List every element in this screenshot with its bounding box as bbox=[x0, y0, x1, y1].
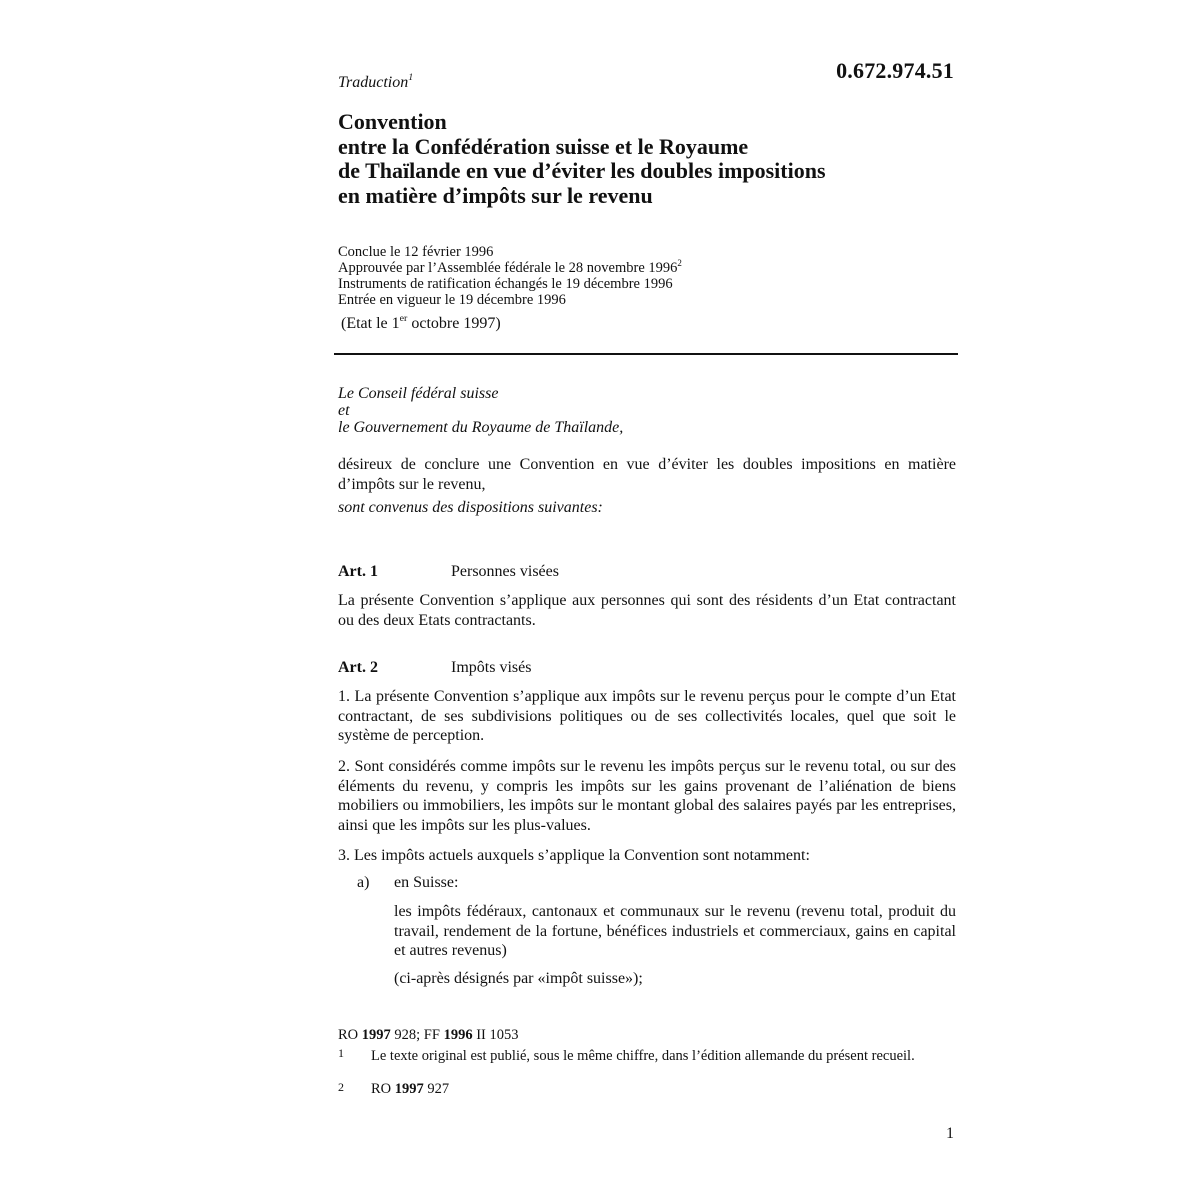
art1-text: La présente Convention s’applique aux personnes qui sont des résidents d’un Etat contractant ou des deux Etats contractants. bbox=[338, 592, 956, 629]
etat-date bbox=[341, 315, 501, 333]
ro-prefix: RO bbox=[338, 1027, 362, 1043]
preamble-parties bbox=[338, 385, 623, 436]
title-line-3: de Thaïlande en vue d’éviter les doubles impositions bbox=[338, 158, 826, 183]
traduction-label bbox=[338, 74, 413, 92]
header-divider bbox=[334, 353, 958, 355]
party-1: Le Conseil fédéral suisse bbox=[338, 385, 499, 402]
fn2-year: 1997 bbox=[394, 1081, 424, 1097]
classification-number: 0.672.974.51 bbox=[836, 58, 954, 83]
title-line-4: en matière d’impôts sur le revenu bbox=[338, 182, 653, 208]
art2-paragraph-1: 1. La présente Convention s’applique aux impôts sur le revenu perçus pour le compte d’un Etat contractant, de ses subdivisions politiques ou de ses collectivités locales, quel que soit le système de perception. bbox=[338, 688, 956, 744]
title-line-1: Convention bbox=[338, 109, 447, 134]
meta-entree: Entrée en vigueur le 19 décembre 1996 bbox=[338, 292, 566, 308]
party-conjunction: et bbox=[338, 402, 350, 419]
art2-number: Art. 2 bbox=[338, 659, 378, 676]
preamble-convenus: sont convenus des dispositions suivantes: bbox=[338, 499, 603, 516]
ff-suffix: II 1053 bbox=[472, 1027, 519, 1043]
ro-suffix: 928; FF bbox=[390, 1027, 444, 1043]
footnote-1-text: Le texte original est publié, sous le même chiffre, dans l’édition allemande du présent recueil. bbox=[371, 1048, 915, 1064]
ff-year: 1996 bbox=[443, 1027, 473, 1043]
list-item-a-label: a) bbox=[357, 874, 370, 891]
etat-post: octobre 1997) bbox=[407, 315, 501, 332]
fn2-suffix: 927 bbox=[423, 1081, 450, 1097]
footnote-1-number: 1 bbox=[338, 1046, 344, 1060]
meta-approuvee-text: Approuvée par l’Assemblée fédérale le 28 novembre 1996 bbox=[338, 260, 678, 276]
art1-title: Personnes visées bbox=[451, 563, 559, 580]
traduction-text: Traduction bbox=[338, 74, 409, 91]
list-item-a-note: (ci-après désignés par «impôt suisse»); bbox=[394, 970, 643, 987]
meta-conclue: Conclue le 12 février 1996 bbox=[338, 244, 494, 260]
title-line-2: entre la Confédération suisse et le Royaume bbox=[338, 133, 749, 159]
footnote-ref-1[interactable]: 1 bbox=[408, 72, 414, 84]
document-title bbox=[338, 110, 958, 208]
art1-number: Art. 1 bbox=[338, 563, 378, 580]
etat-sup: er bbox=[399, 313, 408, 325]
etat-pre: (Etat le 1 bbox=[341, 315, 400, 332]
preamble-desireux: désireux de conclure une Convention en vue d’éviter les doubles impositions en matière d’impôts sur le revenu, bbox=[338, 456, 956, 493]
document-metadata bbox=[338, 244, 682, 308]
art2-paragraph-3: 3. Les impôts actuels auxquels s’applique la Convention sont notamment: bbox=[338, 847, 810, 864]
ro-year: 1997 bbox=[361, 1027, 391, 1043]
party-2: le Gouvernement du Royaume de Thaïlande, bbox=[338, 419, 624, 436]
footnote-2-text bbox=[371, 1081, 449, 1097]
footnote-2-number: 2 bbox=[338, 1080, 344, 1094]
fn2-prefix: RO bbox=[371, 1081, 395, 1097]
page-number: 1 bbox=[946, 1125, 954, 1142]
art2-title: Impôts visés bbox=[451, 659, 532, 676]
art2-paragraph-2: 2. Sont considérés comme impôts sur le revenu les impôts perçus sur le revenu total, ou sur des éléments du revenu, y compris les impôts sur les gains provenant de l’aliénation de biens mobiliers ou immobiliers, les impôts sur le montant global des salaires payés par les entreprises, ainsi que les impôts sur les plus-values. bbox=[338, 758, 956, 834]
meta-approuvee bbox=[338, 257, 682, 276]
ro-reference bbox=[338, 1027, 519, 1043]
footnote-ref-2[interactable]: 2 bbox=[677, 257, 682, 268]
meta-instruments: Instruments de ratification échangés le 19 décembre 1996 bbox=[338, 276, 673, 292]
list-item-a-title: en Suisse: bbox=[394, 874, 459, 891]
list-item-a-text: les impôts fédéraux, cantonaux et communaux sur le revenu (revenu total, produit du travail, rendement de la fortune, bénéfices industriels et commerciaux, gains en capital et autres revenus) bbox=[394, 903, 956, 959]
